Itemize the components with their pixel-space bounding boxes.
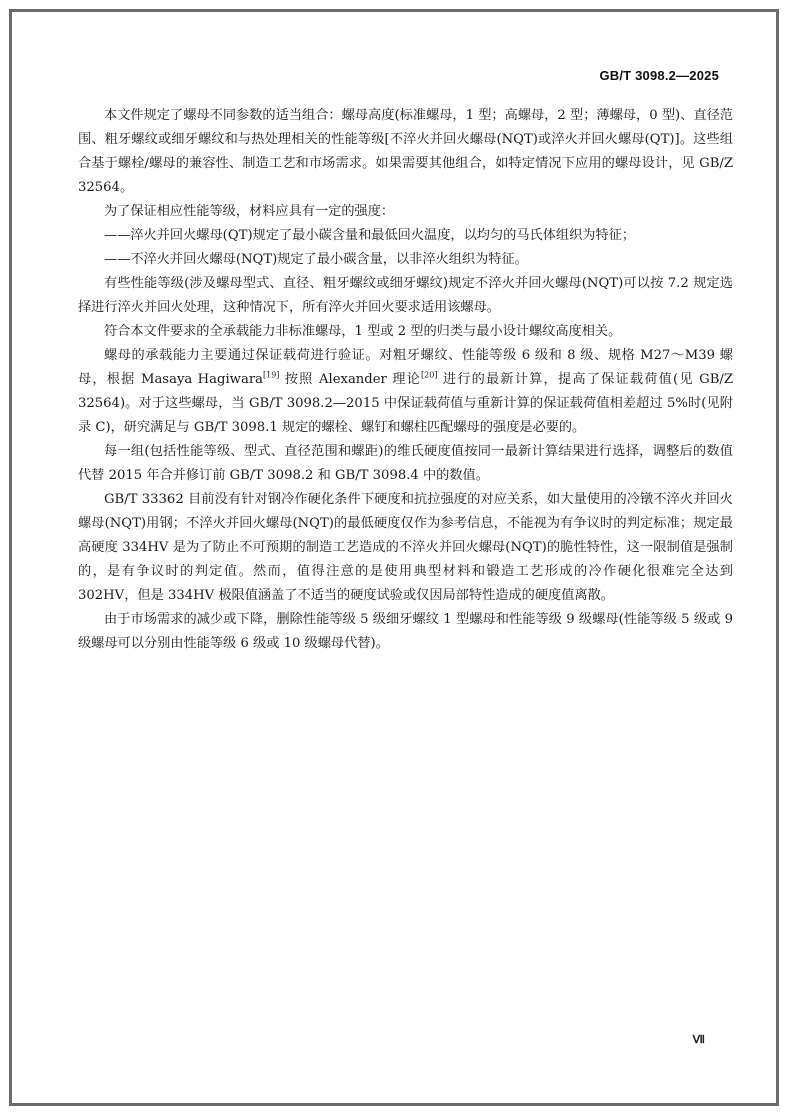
document-page — [9, 9, 779, 1106]
reference-19: [19] — [262, 370, 280, 380]
paragraph-8: 由于市场需求的减少或下降，删除性能等级 5 级细牙螺纹 1 型螺母和性能等级 9 级螺母(性能等级 5 级或 9 级螺母可以分别由性能等级 6 级或 10 级螺母代替)。 — [78, 612, 733, 651]
list-item-nqt: ——不淬火并回火螺母(NQT)规定了最小碳含量，以非淬火组织为特征。 — [104, 252, 528, 267]
paragraph-5-text-c: 进行的最新计算，提高了保证载荷值(见 GB/Z 32564)。对于这些螺母，当 GB/T 3098.2—2015 中保证载荷值与重新计算的保证载荷值相差超过 5%时(见附录 C)，研究满足与 GB/T 3098.1 规定的螺栓、螺钉和螺柱匹配螺母的强度是必要的。 — [78, 372, 734, 435]
paragraph-5 — [78, 344, 733, 440]
paragraph-3: 有些性能等级(涉及螺母型式、直径、粗牙螺纹或细牙螺纹)规定不淬火并回火螺母(NQT)可以按 7.2 规定选择进行淬火并回火处理，这种情况下，所有淬火并回火要求适用该螺母。 — [78, 276, 733, 315]
list-item-qt: ——淬火并回火螺母(QT)规定了最小碳含量和最低回火温度，以均匀的马氏体组织为特征； — [104, 228, 636, 243]
paragraph-6: 每一组(包括性能等级、型式、直径范围和螺距)的维氏硬度值按同一最新计算结果进行选择，调整后的数值代替 2015 年合并修订前 GB/T 3098.2 和 GB/T 3098.4 中的数值。 — [78, 444, 733, 483]
paragraph-7: GB/T 33362 目前没有针对钢冷作硬化条件下硬度和抗拉强度的对应关系，如大量使用的冷镦不淬火并回火螺母(NQT)用钢；不淬火并回火螺母(NQT)的最低硬度仅作为参考信息，不能视为有争议时的判定标准；规定最高硬度 334HV 是为了防止不可预期的制造工艺造成的不淬火并回火螺母(NQT)的脆性特性，这一限制值是强制的，是有争议时的判定值。然而，值得注意的是使用典型材料和锻造工艺形成的冷作硬化很难完全达到 302HV，但是 334HV 极限值涵盖了不适当的硬度试验或仅因局部特性造成的硬度值离散。 — [78, 492, 733, 603]
paragraph-1: 本文件规定了螺母不同参数的适当组合：螺母高度(标准螺母，1 型；高螺母，2 型；薄螺母，0 型)、直径范围、粗牙螺纹或细牙螺纹和与热处理相关的性能等级[不淬火并回火螺母(NQT)或淬火并回火螺母(QT)]。这些组合基于螺栓/螺母的兼容性、制造工艺和市场需求。如果需要其他组合，如特定情况下应用的螺母设计，见 GB/Z 32564。 — [78, 108, 733, 195]
page-number: Ⅶ — [692, 1034, 705, 1046]
document-number: GB/T 3098.2—2025 — [599, 68, 719, 83]
paragraph-5-text-b: 按照 Alexander 理论 — [279, 372, 422, 387]
foreword-body — [78, 104, 733, 656]
paragraph-2: 为了保证相应性能等级，材料应具有一定的强度： — [104, 204, 395, 219]
paragraph-4: 符合本文件要求的全承载能力非标准螺母，1 型或 2 型的归类与最小设计螺纹高度相关。 — [104, 324, 622, 339]
paragraph-5-text-a: 螺母的承载能力主要通过保证载荷进行验证。对粗牙螺纹、性能等级 6 级和 8 级、规格 M27～M39 螺母，根据 Masaya Hagiwara — [78, 348, 733, 387]
reference-20: [20] — [421, 370, 438, 380]
